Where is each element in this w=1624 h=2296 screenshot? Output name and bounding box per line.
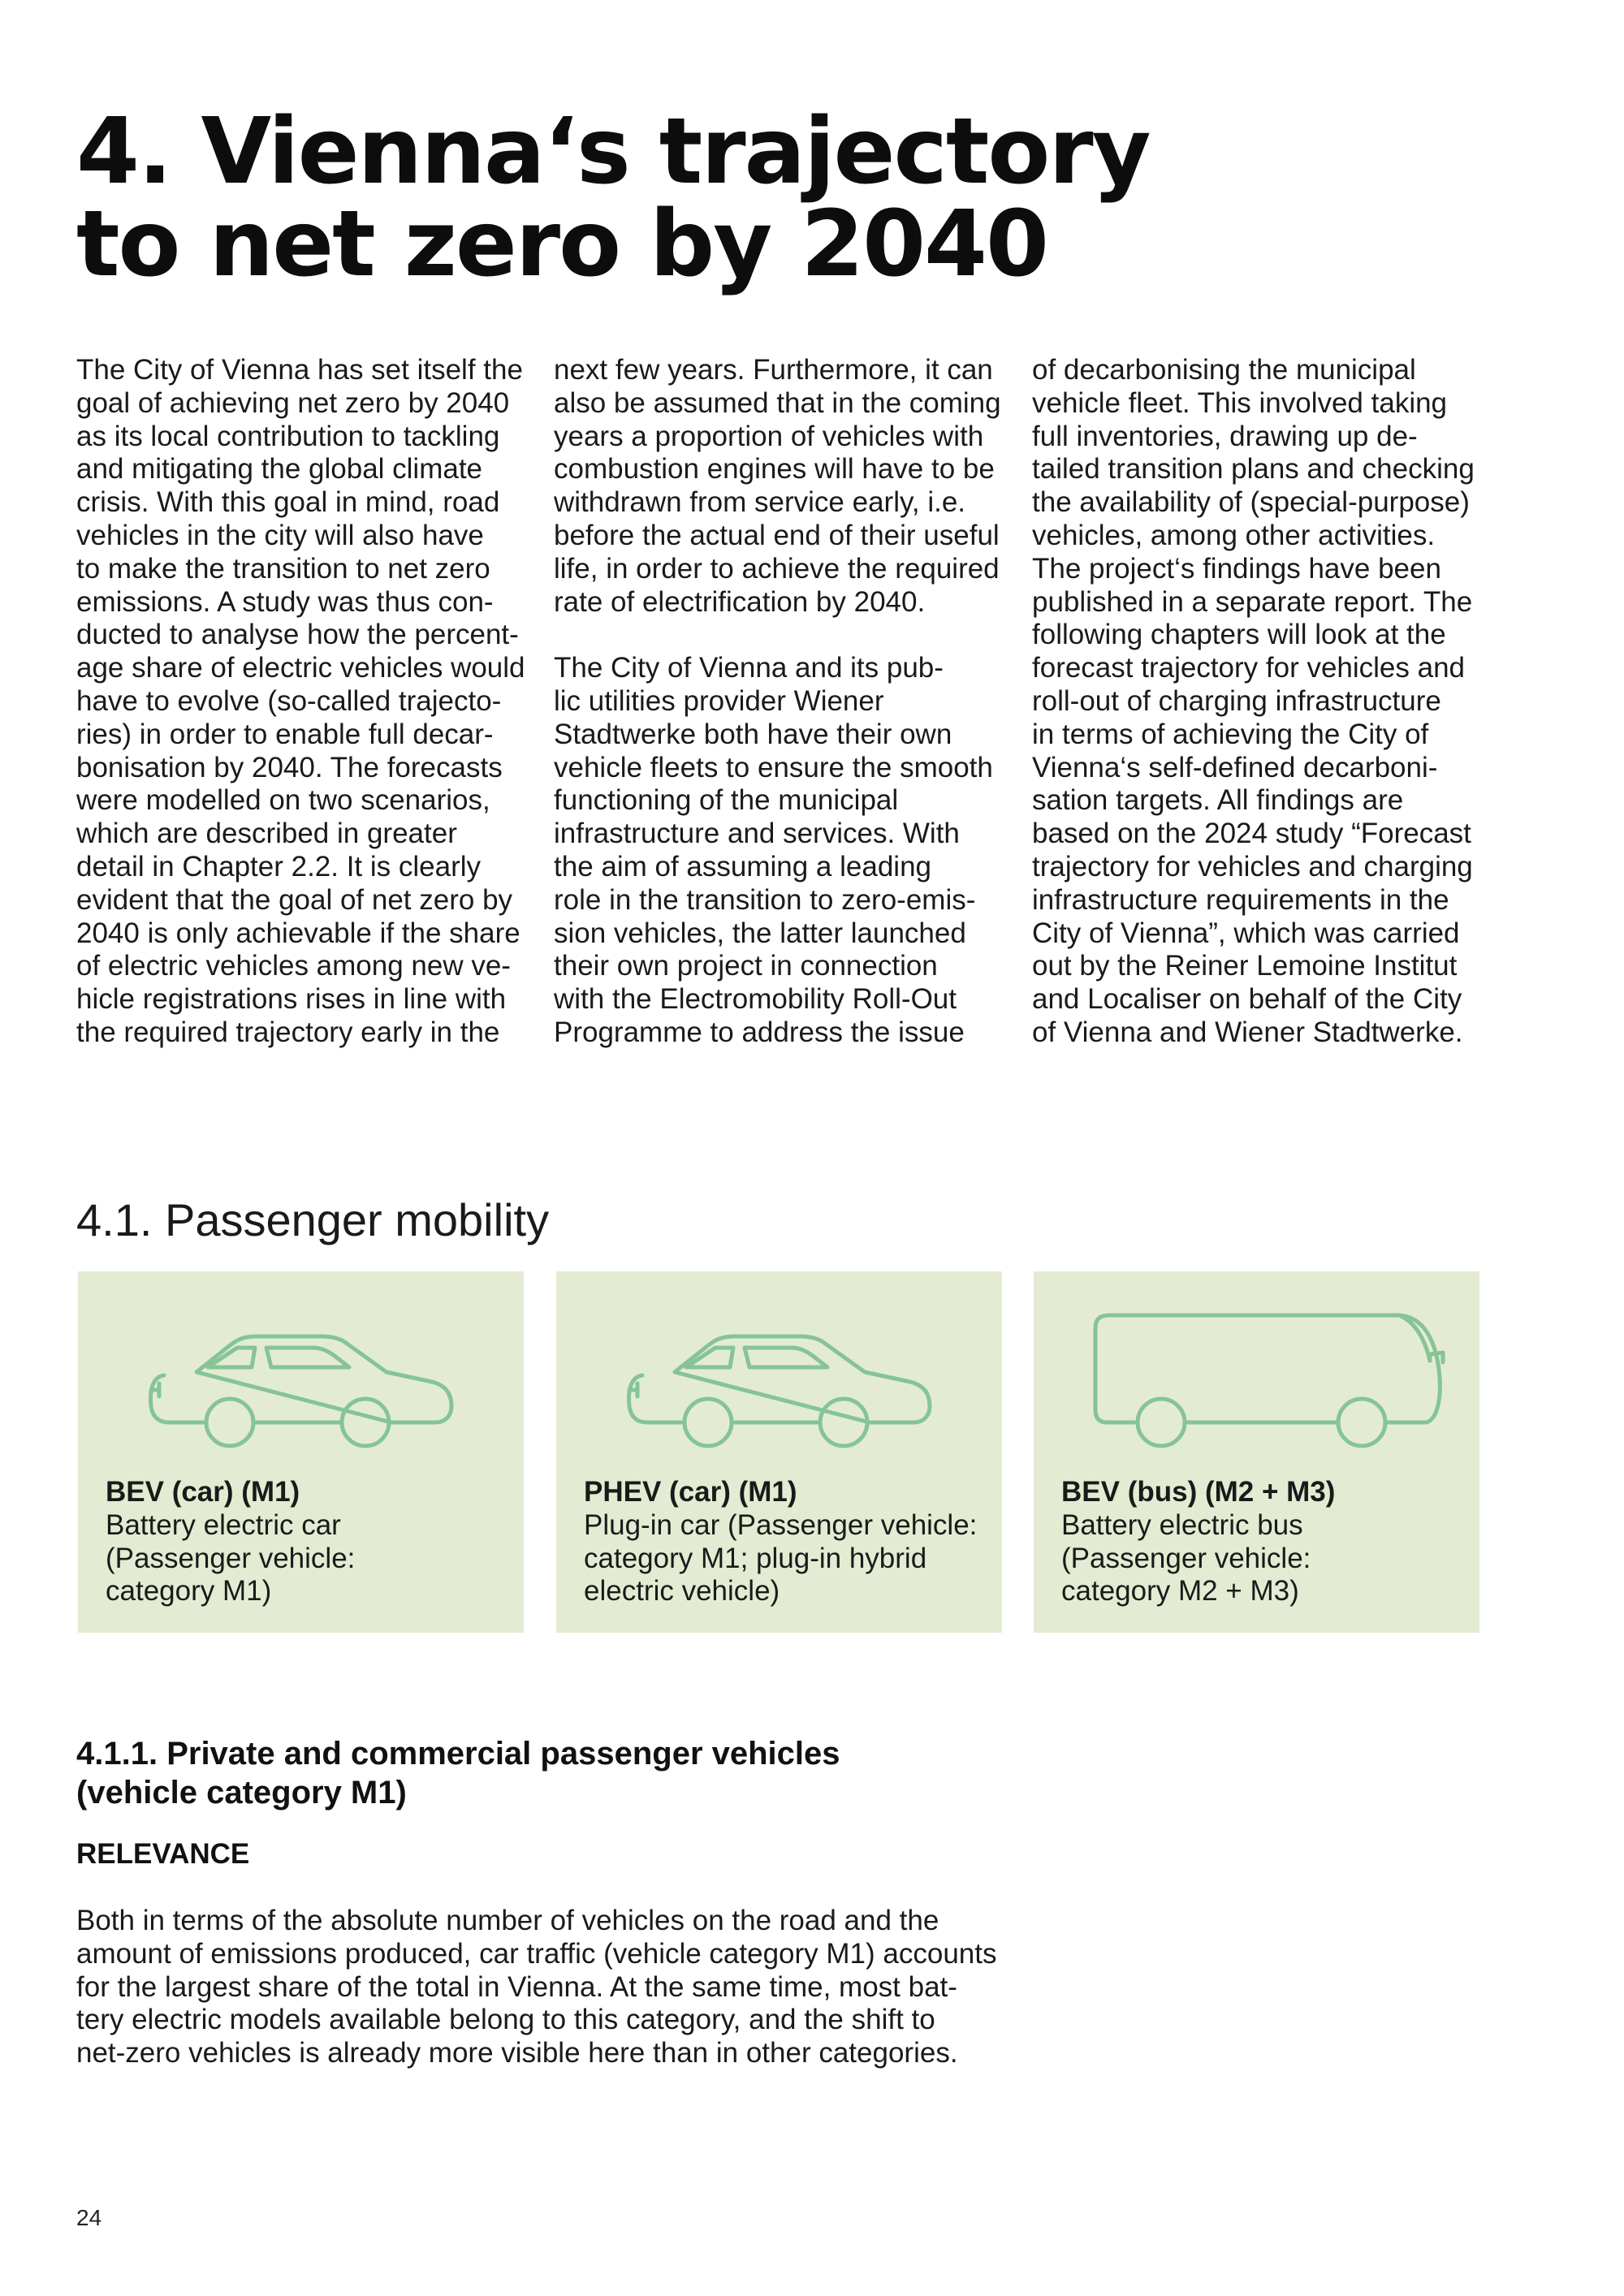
text-line: ducted to analyse how the percent- [76, 619, 519, 651]
text-line: bonisation by 2040. The forecasts [76, 751, 503, 783]
text-line: have to evolve (so-called trajecto- [76, 684, 502, 717]
vehicle-card-description: Battery electric car [106, 1508, 341, 1541]
text-line: infrastructure and services. With [554, 818, 960, 850]
text-line: functioning of the municipal [554, 784, 899, 817]
text-line: following chapters will look at the [1032, 619, 1446, 651]
text-line: emissions. A study was thus con- [76, 585, 494, 618]
text-line: the aim of assuming a leading [554, 850, 931, 883]
text-line: sion vehicles, the latter launched [554, 917, 966, 949]
text-line: years a proportion of vehicles with [554, 420, 984, 452]
text-line: which are described in greater [76, 818, 457, 850]
text-line: before the actual end of their useful [554, 519, 1000, 551]
page-number: 24 [76, 2205, 102, 2230]
text-line: were modelled on two scenarios, [76, 784, 490, 817]
vehicle-card-description: category M1) [106, 1575, 272, 1608]
text-line: with the Electromobility Roll-Out [554, 983, 957, 1016]
relevance-label: RELEVANCE [76, 1838, 250, 1870]
text-line: the required trajectory early in the [76, 1016, 500, 1048]
text-line: Both in terms of the absolute number of vehicles on the road and the [76, 1905, 939, 1936]
text-line: vehicle fleet. This involved taking [1032, 386, 1448, 419]
text-line: life, in order to achieve the required [554, 552, 1000, 585]
text-line: forecast trajectory for vehicles and [1032, 652, 1466, 684]
text-line: vehicle fleets to ensure the smooth [554, 751, 993, 783]
intro-column-3 [1032, 354, 1497, 1050]
vehicle-card-description: electric vehicle) [584, 1575, 780, 1608]
text-line: goal of achieving net zero by 2040 [76, 386, 510, 419]
text-line: role in the transition to zero-emis- [554, 883, 976, 916]
paragraph-gap [554, 619, 1018, 652]
text-line: Vienna‘s self-defined decarboni- [1032, 751, 1438, 783]
text-line: full inventories, drawing up de- [1032, 420, 1418, 452]
section-heading: 4.1. Passenger mobility [76, 1194, 550, 1245]
car-icon [78, 1271, 524, 1466]
subsection-heading-line-2: (vehicle category M1) [76, 1775, 407, 1810]
vehicle-card-description: category M2 + M3) [1061, 1575, 1299, 1608]
subsection-heading [76, 1734, 840, 1812]
text-line: for the largest share of the total in Vienna. At the same time, most bat- [76, 1970, 957, 2003]
text-line: Stadtwerke both have their own [554, 718, 952, 750]
text-line: published in a separate report. The [1032, 585, 1473, 618]
text-line: as its local contribution to tackling [76, 420, 500, 452]
text-line: also be assumed that in the coming [554, 386, 1001, 419]
vehicle-card-description: (Passenger vehicle: [1061, 1542, 1311, 1574]
page-title-line-1: 4. Vienna‘s trajectory [76, 99, 1150, 205]
vehicle-card-description: Plug-in car (Passenger vehicle: [584, 1508, 978, 1541]
text-line: 2040 is only achievable if the share [76, 917, 520, 949]
subsection-heading-line-1: 4.1.1. Private and commercial passenger vehicles [76, 1736, 840, 1772]
text-line: and mitigating the global climate [76, 453, 483, 486]
vehicle-card-phev-car [556, 1271, 1002, 1633]
text-line: the availability of (special-purpose) [1032, 486, 1470, 519]
text-line: of Vienna and Wiener Stadtwerke. [1032, 1016, 1463, 1048]
vehicle-card-description: (Passenger vehicle: [106, 1542, 356, 1574]
text-line: based on the 2024 study “Forecast [1032, 818, 1471, 850]
text-line: next few years. Furthermore, it can [554, 354, 993, 386]
text-line: lic utilities provider Wiener [554, 684, 884, 717]
text-line: amount of emissions produced, car traffic (vehicle category M1) accounts [76, 1937, 997, 1970]
text-line: out by the Reiner Lemoine Institut [1032, 950, 1458, 982]
intro-column-1 [76, 354, 541, 1050]
relevance-paragraph [76, 1905, 1010, 2070]
text-line: evident that the goal of net zero by [76, 883, 513, 916]
text-line: hicle registrations rises in line with [76, 983, 507, 1016]
text-line: to make the transition to net zero [76, 552, 490, 585]
text-line: of decarbonising the municipal [1032, 354, 1416, 386]
text-line: City of Vienna”, which was carried [1032, 917, 1460, 949]
text-line: The project‘s findings have been [1032, 552, 1441, 585]
vehicle-card-title: BEV (bus) (M2 + M3) [1061, 1476, 1336, 1508]
text-line: rate of electrification by 2040. [554, 585, 926, 618]
text-line: trajectory for vehicles and charging [1032, 850, 1473, 883]
text-line: in terms of achieving the City of [1032, 718, 1429, 750]
text-line: infrastructure requirements in the [1032, 883, 1449, 916]
text-line: of electric vehicles among new ve- [76, 950, 511, 982]
text-line: net-zero vehicles is already more visible here than in other categories. [76, 2037, 958, 2069]
vehicle-card-text [1061, 1476, 1467, 1608]
text-line: and Localiser on behalf of the City [1032, 983, 1462, 1016]
text-line: sation targets. All findings are [1032, 784, 1404, 817]
text-line: crisis. With this goal in mind, road [76, 486, 500, 519]
text-line: tery electric models available belong to this category, and the shift to [76, 2004, 935, 2036]
text-line: The City of Vienna has set itself the [76, 354, 523, 386]
vehicle-card-description: category M1; plug-in hybrid [584, 1542, 927, 1574]
vehicle-card-description: Battery electric bus [1061, 1508, 1303, 1541]
page-title [76, 99, 1213, 297]
vehicle-card-text [106, 1476, 512, 1608]
vehicle-card-title: PHEV (car) (M1) [584, 1476, 797, 1508]
vehicle-card-bev-bus [1034, 1271, 1479, 1633]
text-line: age share of electric vehicles would [76, 652, 525, 684]
vehicle-card-title: BEV (car) (M1) [106, 1476, 300, 1508]
text-line: Programme to address the issue [554, 1016, 965, 1048]
text-line: ries) in order to enable full decar- [76, 718, 494, 750]
vehicle-card-bev-car [78, 1271, 524, 1633]
vehicle-card-text [584, 1476, 990, 1608]
intro-column-2 [554, 354, 1018, 1050]
text-line: withdrawn from service early, i.e. [554, 486, 966, 519]
text-line: their own project in connection [554, 950, 938, 982]
bus-icon [1034, 1271, 1479, 1466]
text-line: vehicles in the city will also have [76, 519, 484, 551]
text-line: roll-out of charging infrastructure [1032, 684, 1441, 717]
text-line: combustion engines will have to be [554, 453, 995, 486]
car-icon [556, 1271, 1002, 1466]
text-line: tailed transition plans and checking [1032, 453, 1475, 486]
page-title-line-2: to net zero by 2040 [76, 192, 1047, 297]
text-line: detail in Chapter 2.2. It is clearly [76, 850, 482, 883]
text-line: The City of Vienna and its pub- [554, 652, 944, 684]
text-line: vehicles, among other activities. [1032, 519, 1436, 551]
